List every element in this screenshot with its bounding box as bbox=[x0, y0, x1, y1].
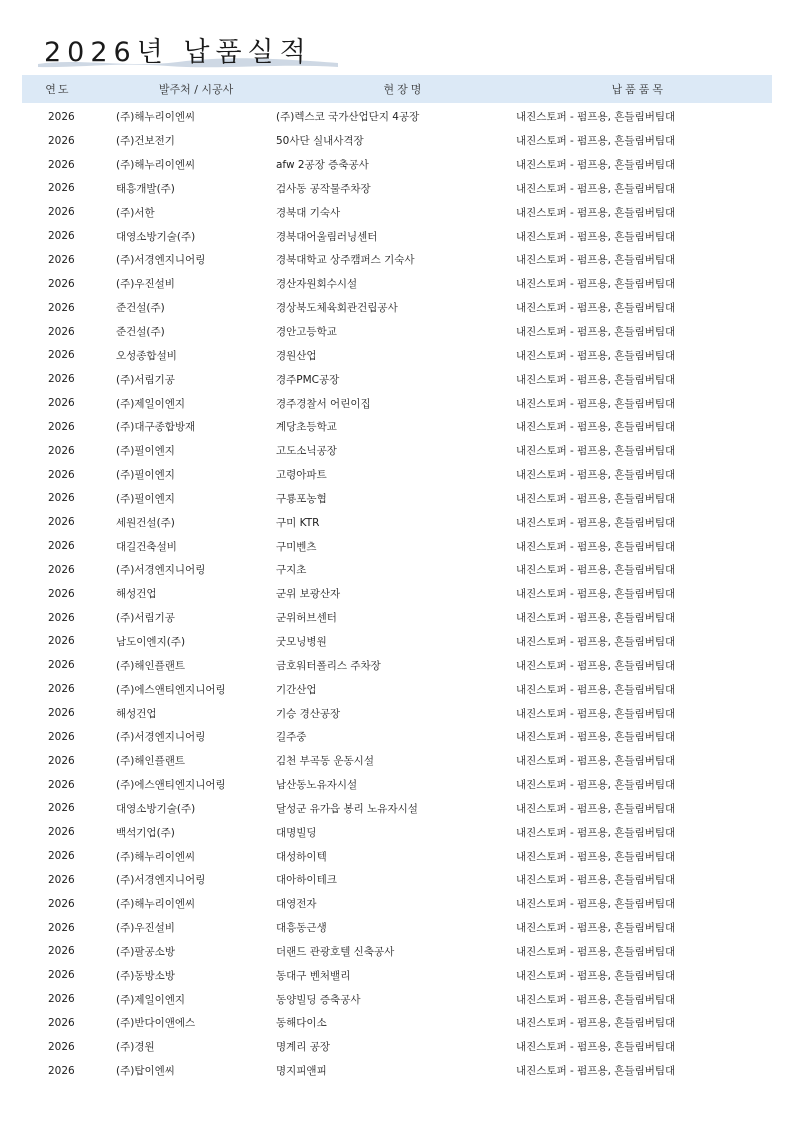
cell-site: 명계리 공장 bbox=[276, 1041, 331, 1054]
table-row bbox=[22, 963, 772, 987]
cell-site: 대영전자 bbox=[276, 898, 317, 911]
cell-client: 대영소방기술(주) bbox=[116, 230, 196, 243]
cell-site: 검사동 공작물주차장 bbox=[276, 182, 371, 195]
cell-client: 오성종합설비 bbox=[116, 349, 177, 362]
cell-site: 동대구 벤처밸리 bbox=[276, 969, 351, 982]
cell-year: 2026 bbox=[48, 897, 75, 910]
table-row bbox=[22, 844, 772, 868]
cell-client: 백석기업(주) bbox=[116, 826, 175, 839]
cell-item: 내진스토퍼 - 펌프용, 흔들림버팀대 bbox=[516, 182, 676, 195]
table-row bbox=[22, 653, 772, 677]
cell-year: 2026 bbox=[48, 516, 75, 529]
cell-year: 2026 bbox=[48, 873, 75, 886]
cell-client: (주)해누리이엔씨 bbox=[116, 159, 196, 172]
cell-site: 더랜드 관광호텔 신축공사 bbox=[276, 945, 395, 958]
delivery-table bbox=[22, 75, 772, 1083]
cell-year: 2026 bbox=[48, 802, 75, 815]
cell-item: 내진스토퍼 - 펌프용, 흔들림버팀대 bbox=[516, 135, 676, 148]
table-row bbox=[22, 153, 772, 177]
cell-year: 2026 bbox=[48, 206, 75, 219]
cell-client: (주)동방소방 bbox=[116, 969, 175, 982]
cell-year: 2026 bbox=[48, 826, 75, 839]
cell-item: 내진스토퍼 - 펌프용, 흔들림버팀대 bbox=[516, 421, 676, 434]
cell-client: (주)해인플랜트 bbox=[116, 755, 186, 768]
cell-client: (주)탑이엔씨 bbox=[116, 1065, 175, 1078]
cell-year: 2026 bbox=[48, 587, 75, 600]
cell-client: (주)필이엔지 bbox=[116, 445, 175, 458]
cell-item: 내진스토퍼 - 펌프용, 흔들림버팀대 bbox=[516, 802, 676, 815]
cell-site: 명지피앤피 bbox=[276, 1065, 327, 1078]
header-year: 연도 bbox=[45, 83, 71, 96]
cell-year: 2026 bbox=[48, 683, 75, 696]
cell-year: 2026 bbox=[48, 134, 75, 147]
table-header bbox=[22, 75, 772, 103]
cell-client: (주)제일이엔지 bbox=[116, 397, 186, 410]
cell-year: 2026 bbox=[48, 277, 75, 290]
table-row bbox=[22, 987, 772, 1011]
table-row bbox=[22, 487, 772, 511]
cell-site: 50사단 실내사격장 bbox=[276, 135, 364, 148]
header-item: 납품품목 bbox=[611, 83, 666, 96]
table-row bbox=[22, 1035, 772, 1059]
cell-year: 2026 bbox=[48, 969, 75, 982]
cell-item: 내진스토퍼 - 펌프용, 흔들림버팀대 bbox=[516, 469, 676, 482]
cell-year: 2026 bbox=[48, 158, 75, 171]
cell-year: 2026 bbox=[48, 1016, 75, 1029]
title-block bbox=[44, 30, 312, 70]
cell-site: 군위 보광산자 bbox=[276, 588, 341, 601]
cell-site: 경주PMC공장 bbox=[276, 373, 340, 386]
table-row bbox=[22, 367, 772, 391]
table-row bbox=[22, 749, 772, 773]
cell-site: 경북대 기숙사 bbox=[276, 206, 341, 219]
table-row bbox=[22, 725, 772, 749]
cell-client: 준건설(주) bbox=[116, 326, 165, 339]
cell-item: 내진스토퍼 - 펌프용, 흔들림버팀대 bbox=[516, 1065, 676, 1078]
cell-item: 내진스토퍼 - 펌프용, 흔들림버팀대 bbox=[516, 922, 676, 935]
table-body bbox=[22, 105, 772, 1083]
cell-year: 2026 bbox=[48, 1064, 75, 1077]
table-row bbox=[22, 1011, 772, 1035]
table-row bbox=[22, 510, 772, 534]
cell-item: 내진스토퍼 - 펌프용, 흔들림버팀대 bbox=[516, 564, 676, 577]
table-row bbox=[22, 701, 772, 725]
cell-client: (주)해누리이엔씨 bbox=[116, 850, 196, 863]
cell-item: 내진스토퍼 - 펌프용, 흔들림버팀대 bbox=[516, 111, 676, 124]
cell-client: (주)팔공소방 bbox=[116, 945, 175, 958]
cell-year: 2026 bbox=[48, 563, 75, 576]
cell-client: (주)서림기공 bbox=[116, 373, 175, 386]
cell-item: 내진스토퍼 - 펌프용, 흔들림버팀대 bbox=[516, 993, 676, 1006]
cell-client: (주)서경엔지니어링 bbox=[116, 564, 206, 577]
cell-client: (주)서경엔지니어링 bbox=[116, 731, 206, 744]
cell-site: 고도소닉공장 bbox=[276, 445, 337, 458]
table-row bbox=[22, 439, 772, 463]
cell-client: 세원건설(주) bbox=[116, 516, 175, 529]
table-row bbox=[22, 940, 772, 964]
table-row bbox=[22, 820, 772, 844]
cell-year: 2026 bbox=[48, 921, 75, 934]
cell-item: 내진스토퍼 - 펌프용, 흔들림버팀대 bbox=[516, 779, 676, 792]
table-row bbox=[22, 606, 772, 630]
cell-item: 내진스토퍼 - 펌프용, 흔들림버팀대 bbox=[516, 945, 676, 958]
cell-item: 내진스토퍼 - 펌프용, 흔들림버팀대 bbox=[516, 659, 676, 672]
cell-site: 경북대어울림러닝센터 bbox=[276, 230, 378, 243]
table-row bbox=[22, 415, 772, 439]
table-row bbox=[22, 129, 772, 153]
cell-year: 2026 bbox=[48, 993, 75, 1006]
table-row bbox=[22, 773, 772, 797]
table-row bbox=[22, 1059, 772, 1083]
cell-site: 남산동노유자시설 bbox=[276, 779, 358, 792]
cell-client: (주)에스앤티엔지니어링 bbox=[116, 683, 226, 696]
cell-client: 해성건업 bbox=[116, 707, 157, 720]
cell-item: 내진스토퍼 - 펌프용, 흔들림버팀대 bbox=[516, 1017, 676, 1030]
cell-item: 내진스토퍼 - 펌프용, 흔들림버팀대 bbox=[516, 874, 676, 887]
cell-client: 태흥개발(주) bbox=[116, 182, 175, 195]
cell-year: 2026 bbox=[48, 420, 75, 433]
cell-year: 2026 bbox=[48, 778, 75, 791]
cell-site: 군위허브센터 bbox=[276, 612, 337, 625]
table-row bbox=[22, 463, 772, 487]
cell-item: 내진스토퍼 - 펌프용, 흔들림버팀대 bbox=[516, 1041, 676, 1054]
cell-site: 구룡포농협 bbox=[276, 492, 327, 505]
cell-item: 내진스토퍼 - 펌프용, 흔들림버팀대 bbox=[516, 302, 676, 315]
cell-item: 내진스토퍼 - 펌프용, 흔들림버팀대 bbox=[516, 540, 676, 553]
cell-client: (주)에스앤티엔지니어링 bbox=[116, 779, 226, 792]
table-row bbox=[22, 868, 772, 892]
cell-year: 2026 bbox=[48, 230, 75, 243]
table-row bbox=[22, 916, 772, 940]
cell-client: (주)서경엔지니어링 bbox=[116, 254, 206, 267]
cell-year: 2026 bbox=[48, 611, 75, 624]
cell-item: 내진스토퍼 - 펌프용, 흔들림버팀대 bbox=[516, 373, 676, 386]
cell-year: 2026 bbox=[48, 397, 75, 410]
cell-client: (주)경원 bbox=[116, 1041, 155, 1054]
cell-client: (주)필이엔지 bbox=[116, 492, 175, 505]
cell-year: 2026 bbox=[48, 349, 75, 362]
cell-item: 내진스토퍼 - 펌프용, 흔들림버팀대 bbox=[516, 731, 676, 744]
cell-year: 2026 bbox=[48, 540, 75, 553]
cell-client: 준건설(주) bbox=[116, 302, 165, 315]
cell-site: 김천 부곡동 운동시설 bbox=[276, 755, 374, 768]
cell-client: (주)서림기공 bbox=[116, 612, 175, 625]
cell-item: 내진스토퍼 - 펌프용, 흔들림버팀대 bbox=[516, 683, 676, 696]
cell-site: 경주경찰서 어린이집 bbox=[276, 397, 371, 410]
table-row bbox=[22, 177, 772, 201]
cell-year: 2026 bbox=[48, 253, 75, 266]
header-site: 현장명 bbox=[383, 83, 425, 96]
cell-year: 2026 bbox=[48, 444, 75, 457]
cell-year: 2026 bbox=[48, 325, 75, 338]
table-row bbox=[22, 892, 772, 916]
table-row bbox=[22, 343, 772, 367]
header-client: 발주처 / 시공사 bbox=[158, 83, 234, 96]
cell-item: 내진스토퍼 - 펌프용, 흔들림버팀대 bbox=[516, 230, 676, 243]
cell-site: 구미벤츠 bbox=[276, 540, 317, 553]
table-row bbox=[22, 248, 772, 272]
cell-year: 2026 bbox=[48, 945, 75, 958]
cell-site: 구미 KTR bbox=[276, 516, 320, 529]
cell-item: 내진스토퍼 - 펌프용, 흔들림버팀대 bbox=[516, 707, 676, 720]
cell-site: 대명빌딩 bbox=[276, 826, 317, 839]
cell-site: (주)렉스코 국가산업단지 4공장 bbox=[276, 111, 420, 124]
cell-site: 대흥동근생 bbox=[276, 922, 327, 935]
cell-year: 2026 bbox=[48, 301, 75, 314]
table-row bbox=[22, 224, 772, 248]
cell-site: 경원산업 bbox=[276, 349, 317, 362]
table-row bbox=[22, 391, 772, 415]
cell-client: (주)해인플랜트 bbox=[116, 659, 186, 672]
cell-site: 대성하이텍 bbox=[276, 850, 327, 863]
cell-site: afw 2공장 증축공사 bbox=[276, 159, 369, 172]
table-row bbox=[22, 272, 772, 296]
cell-site: 기간산업 bbox=[276, 683, 317, 696]
cell-year: 2026 bbox=[48, 659, 75, 672]
table-row bbox=[22, 582, 772, 606]
cell-item: 내진스토퍼 - 펌프용, 흔들림버팀대 bbox=[516, 206, 676, 219]
cell-site: 동양빌딩 증축공사 bbox=[276, 993, 361, 1006]
cell-item: 내진스토퍼 - 펌프용, 흔들림버팀대 bbox=[516, 969, 676, 982]
table-row bbox=[22, 320, 772, 344]
cell-client: (주)해누리이엔씨 bbox=[116, 898, 196, 911]
cell-site: 굿모닝병원 bbox=[276, 635, 327, 648]
cell-client: (주)서한 bbox=[116, 206, 155, 219]
cell-item: 내진스토퍼 - 펌프용, 흔들림버팀대 bbox=[516, 326, 676, 339]
cell-site: 대아하이테크 bbox=[276, 874, 337, 887]
cell-site: 경북대학교 상주캠퍼스 기숙사 bbox=[276, 254, 415, 267]
cell-year: 2026 bbox=[48, 635, 75, 648]
cell-site: 동해다이소 bbox=[276, 1017, 327, 1030]
cell-site: 고령아파트 bbox=[276, 469, 327, 482]
cell-client: (주)필이엔지 bbox=[116, 469, 175, 482]
cell-client: 대길건축설비 bbox=[116, 540, 177, 553]
cell-site: 경상북도체육회관건립공사 bbox=[276, 302, 398, 315]
cell-year: 2026 bbox=[48, 110, 75, 123]
table-row bbox=[22, 200, 772, 224]
cell-client: 남도이엔지(주) bbox=[116, 635, 186, 648]
cell-year: 2026 bbox=[48, 850, 75, 863]
cell-site: 길주중 bbox=[276, 731, 307, 744]
cell-item: 내진스토퍼 - 펌프용, 흔들림버팀대 bbox=[516, 445, 676, 458]
cell-year: 2026 bbox=[48, 468, 75, 481]
cell-site: 경안고등학교 bbox=[276, 326, 337, 339]
cell-item: 내진스토퍼 - 펌프용, 흔들림버팀대 bbox=[516, 755, 676, 768]
cell-client: (주)해누리이엔씨 bbox=[116, 111, 196, 124]
cell-site: 계당초등학교 bbox=[276, 421, 337, 434]
cell-site: 기승 경산공장 bbox=[276, 707, 341, 720]
cell-client: (주)반다이앤에스 bbox=[116, 1017, 196, 1030]
cell-site: 금호워터폴리스 주차장 bbox=[276, 659, 381, 672]
cell-item: 내진스토퍼 - 펌프용, 흔들림버팀대 bbox=[516, 826, 676, 839]
table-row bbox=[22, 534, 772, 558]
table-row bbox=[22, 296, 772, 320]
cell-item: 내진스토퍼 - 펌프용, 흔들림버팀대 bbox=[516, 349, 676, 362]
cell-site: 달성군 유가읍 봉리 노유자시설 bbox=[276, 802, 418, 815]
cell-item: 내진스토퍼 - 펌프용, 흔들림버팀대 bbox=[516, 516, 676, 529]
cell-year: 2026 bbox=[48, 492, 75, 505]
cell-year: 2026 bbox=[48, 754, 75, 767]
cell-item: 내진스토퍼 - 펌프용, 흔들림버팀대 bbox=[516, 159, 676, 172]
table-row bbox=[22, 558, 772, 582]
page-title: 2026년 납품실적 bbox=[44, 37, 312, 68]
cell-item: 내진스토퍼 - 펌프용, 흔들림버팀대 bbox=[516, 278, 676, 291]
cell-client: (주)제일이엔지 bbox=[116, 993, 186, 1006]
cell-year: 2026 bbox=[48, 182, 75, 195]
cell-item: 내진스토퍼 - 펌프용, 흔들림버팀대 bbox=[516, 898, 676, 911]
cell-client: (주)우진설비 bbox=[116, 922, 175, 935]
cell-site: 구지초 bbox=[276, 564, 307, 577]
table-row bbox=[22, 105, 772, 129]
cell-client: (주)대구종합방재 bbox=[116, 421, 196, 434]
cell-item: 내진스토퍼 - 펌프용, 흔들림버팀대 bbox=[516, 612, 676, 625]
cell-item: 내진스토퍼 - 펌프용, 흔들림버팀대 bbox=[516, 635, 676, 648]
table-row bbox=[22, 677, 772, 701]
cell-client: 해성건업 bbox=[116, 588, 157, 601]
table-row bbox=[22, 630, 772, 654]
cell-year: 2026 bbox=[48, 1040, 75, 1053]
cell-client: (주)우진설비 bbox=[116, 278, 175, 291]
cell-item: 내진스토퍼 - 펌프용, 흔들림버팀대 bbox=[516, 850, 676, 863]
cell-client: (주)건보전기 bbox=[116, 135, 175, 148]
cell-client: 대영소방기술(주) bbox=[116, 802, 196, 815]
table-row bbox=[22, 796, 772, 820]
cell-item: 내진스토퍼 - 펌프용, 흔들림버팀대 bbox=[516, 254, 676, 267]
cell-client: (주)서경엔지니어링 bbox=[116, 874, 206, 887]
cell-item: 내진스토퍼 - 펌프용, 흔들림버팀대 bbox=[516, 492, 676, 505]
cell-year: 2026 bbox=[48, 707, 75, 720]
cell-year: 2026 bbox=[48, 730, 75, 743]
cell-site: 경산자원회수시설 bbox=[276, 278, 358, 291]
cell-item: 내진스토퍼 - 펌프용, 흔들림버팀대 bbox=[516, 397, 676, 410]
cell-year: 2026 bbox=[48, 373, 75, 386]
cell-item: 내진스토퍼 - 펌프용, 흔들림버팀대 bbox=[516, 588, 676, 601]
